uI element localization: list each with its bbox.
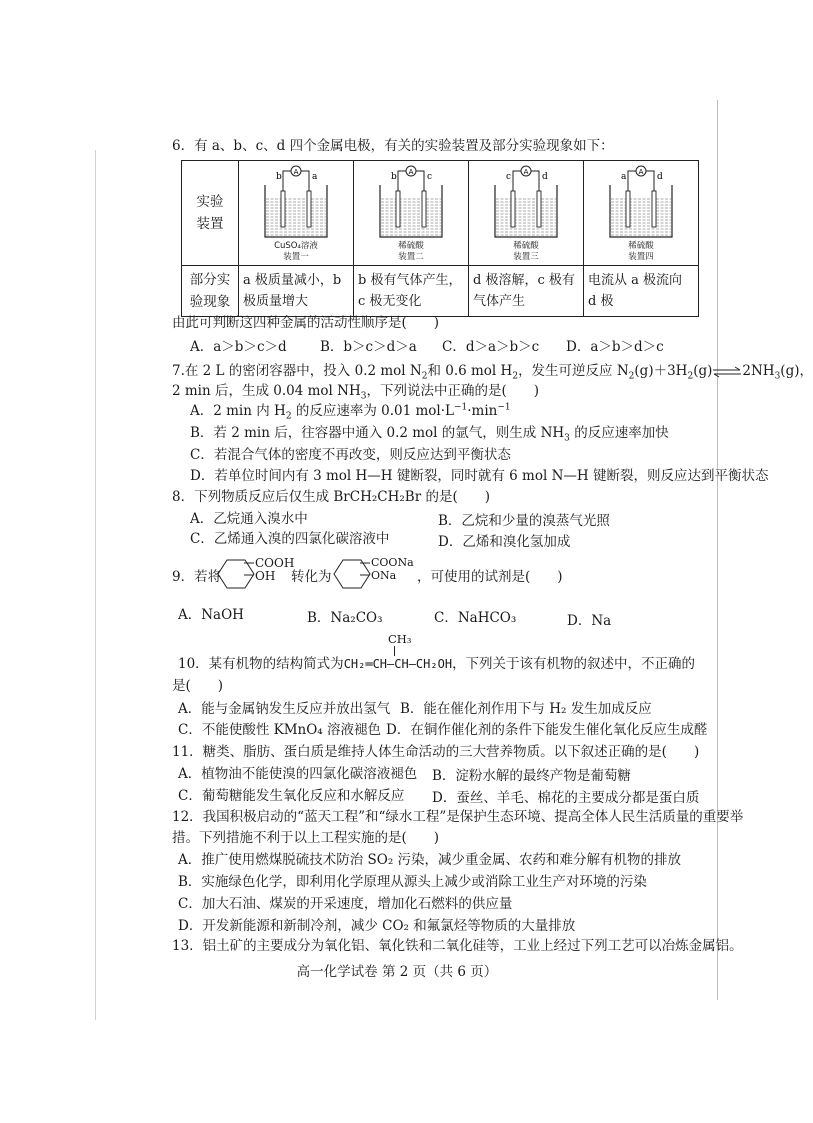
electrode-label: a — [312, 172, 318, 182]
solution-label: 稀硫酸 — [398, 241, 424, 251]
q8-option-b: B．乙烷和少量的溴蒸气光照 — [438, 513, 610, 529]
q8-option-c: C．乙烯通入溴的四氯化碳溶液中 — [190, 531, 390, 547]
electrode-rod — [307, 191, 311, 227]
q8-option-d: D．乙烯和溴化氢加成 — [438, 534, 571, 550]
q10-option-b: B．能在催化剂作用下与 H₂ 发生加成反应 — [400, 701, 652, 717]
header-text: 实验 — [196, 194, 224, 210]
q11-option-d: D．蚕丝、羊毛、棉花的主要成分都是蛋白质 — [432, 790, 700, 806]
electrode-label: c — [427, 172, 433, 182]
ammeter-label: A — [293, 168, 299, 176]
q12-option-b: B．实施绿色化学，即利用化学原理从源头上减少或消除工业生产对环境的污染 — [178, 874, 647, 890]
ammeter-label: A — [638, 168, 644, 176]
q11-option-b: B．淀粉水解的最终产物是葡萄糖 — [432, 768, 631, 784]
electrode-label: c — [506, 172, 512, 182]
observation-3: d 极溶解，c 极有气体产生 — [469, 266, 584, 317]
beaker-apparatus-icon — [469, 163, 583, 243]
q7-line1 — [172, 362, 813, 380]
text: ，下列说法中正确的是( ) — [366, 383, 540, 399]
device-2-cell — [354, 161, 469, 266]
q9-suffix: ，可使用的试剂是( ) — [417, 569, 563, 585]
observation-2: b 极有气体产生，c 极无变化 — [354, 266, 469, 317]
text: (g) — [693, 363, 713, 379]
device-label: 装置二 — [398, 252, 424, 262]
subscript: 2 — [687, 371, 694, 382]
q10-option-d: D．在铜作催化剂的条件下能发生催化氧化反应生成醛 — [386, 722, 708, 738]
q12-option-a: A．推广使用燃煤脱硫技术防治 SO₂ 污染，减少重金属、农药和难分解有机物的排放 — [178, 852, 682, 868]
ammeter-label: A — [408, 168, 414, 176]
device-label: 装置三 — [513, 252, 539, 262]
beaker-apparatus-icon — [354, 163, 468, 243]
group-coona: COONa — [371, 556, 414, 569]
q6-option-a: A．a＞b＞c＞d — [190, 339, 287, 355]
q9-option-c: C．NaHCO₃ — [434, 610, 517, 626]
subscript: 2 — [285, 411, 292, 422]
observation-1: a 极质量减小，b 极质量增大 — [239, 266, 354, 317]
q9-option-b: B．Na₂CO₃ — [307, 610, 383, 626]
subscript: 2 — [512, 371, 519, 382]
q9-option-d: D．Na — [567, 613, 612, 629]
text: ，发生可逆反应 N — [518, 363, 629, 379]
superscript: −1 — [453, 402, 468, 413]
text: 7.在 2 L 的密闭容器中，投入 0.2 mol N — [172, 363, 422, 379]
text: ·min — [467, 403, 498, 419]
subscript: 3 — [564, 433, 570, 444]
solution-label: CuSO₄溶液 — [274, 241, 318, 251]
electrode-rod — [281, 191, 285, 227]
q10-branch: CH₃ — [388, 632, 412, 646]
text: 和 0.6 mol H — [427, 363, 513, 379]
electrode-rod — [537, 191, 541, 227]
q7-option-d: D．若单位时间内有 3 mol H—H 键断裂，同时就有 6 mol N—H 键断裂，则反应达到平衡状态 — [190, 468, 769, 484]
q6-option-d: D．a＞b＞d＞c — [566, 339, 664, 355]
electrode-label: a — [621, 172, 627, 182]
table-header-observation — [182, 266, 239, 317]
text: ，下列关于该有机物的叙述中，不正确的 — [452, 656, 696, 672]
q8-stem: 8．下列物质反应后仅生成 BrCH₂CH₂Br 的是( ) — [172, 489, 490, 505]
observation-4: 电流从 a 极流向 d 极 — [584, 266, 699, 317]
device-3-cell — [469, 161, 584, 266]
beaker-apparatus-icon — [239, 163, 353, 243]
text: B．若 2 min 后，往容器中通入 0.2 mol 的氩气，则生成 NH — [190, 425, 565, 441]
electrode-rod — [422, 191, 426, 227]
device-label: 装置四 — [628, 252, 654, 262]
group-ona: ONa — [371, 569, 397, 582]
subscript: 2 — [421, 371, 428, 382]
q10-line1 — [178, 655, 695, 673]
subscript: 2 — [628, 371, 635, 382]
q12-option-d: D．开发新能源和新制冷剂，减少 CO₂ 和氟氯烃等物质的大量排放 — [178, 918, 576, 934]
electrode-rod — [396, 191, 400, 227]
page-footer: 高一化学试卷 第 2 页（共 6 页） — [296, 964, 498, 980]
electrode-label: b — [391, 172, 397, 182]
experiment-table — [181, 160, 699, 317]
q8-option-a: A．乙烷通入溴水中 — [190, 511, 308, 527]
text: 2NH — [742, 363, 775, 379]
solution-label: 稀硫酸 — [628, 241, 654, 251]
q13-stem: 13．铝土矿的主要成分为氧化铝、氧化铁和二氧化硅等，工业上经过下列工艺可以冶炼金属铝。 — [172, 938, 743, 954]
q9-mid: 转化为 — [291, 569, 332, 585]
subscript: 3 — [774, 371, 781, 382]
text: 的反应速率加快 — [569, 425, 669, 441]
page-edge-line — [95, 150, 96, 1020]
solution-label: 稀硫酸 — [513, 241, 539, 251]
q10-option-c: C．不能使酸性 KMnO₄ 溶液褪色 — [178, 722, 381, 738]
text: 10．某有机物的结构简式为 — [178, 656, 344, 672]
q12-line2: 措。下列措施不利于以上工程实施的是( ) — [172, 830, 440, 846]
table-header-apparatus — [182, 161, 239, 266]
text: (g)＋3H — [634, 363, 688, 379]
ammeter-label: A — [523, 168, 529, 176]
q7-option-a — [190, 402, 511, 420]
page-edge-line — [717, 100, 718, 1000]
q7-option-c: C．若混合气体的密度不再改变，则反应达到平衡状态 — [190, 447, 511, 463]
q12-option-c: C．加大石油、煤炭的开采速度，增加化石燃料的供应量 — [178, 896, 513, 912]
electrode-rod — [511, 191, 515, 227]
q9-option-a: A．NaOH — [178, 607, 244, 623]
electrode-rod — [626, 191, 630, 227]
device-1-cell — [239, 161, 354, 266]
q11-option-c: C．葡萄糖能发生氧化反应和水解反应 — [178, 788, 405, 804]
q7-line2 — [172, 382, 539, 400]
q6-stem: 6．有 a、b、c、d 四个金属电极，有关的实验装置及部分实验现象如下： — [172, 138, 614, 154]
q11-option-a: A．植物油不能使溴的四氯化碳溶液褪色 — [178, 766, 418, 782]
q6-question: 由此可判断这四种金属的活动性顺序是( ) — [172, 315, 440, 331]
q11-stem: 11．糖类、脂肪、蛋白质是维持人体生命活动的三大营养物质。以下叙述正确的是( ) — [172, 744, 700, 760]
q12-line1: 12．我国积极启动的“蓝天工程”和“绿水工程”是保护生态环境、提高全体人民生活质量的重要举 — [172, 809, 744, 825]
header-text: 装置 — [196, 216, 224, 232]
group-cooh: COOH — [255, 556, 295, 570]
q9-prefix: 9．若将 — [172, 569, 222, 585]
text: (g)， — [780, 363, 813, 379]
q6-option-c: C．d＞a＞b＞c — [442, 339, 540, 355]
header-text: 部分实 — [189, 272, 231, 288]
q10-line2: 是( ) — [172, 678, 224, 694]
beaker-apparatus-icon — [584, 163, 698, 243]
structural-formula: CH₂═CH—CH—CH₂OH — [343, 657, 453, 671]
q6-option-b: B．b＞c＞d＞a — [320, 339, 417, 355]
electrode-rod — [652, 191, 656, 227]
superscript: −1 — [497, 402, 511, 413]
header-text: 验现象 — [189, 294, 231, 310]
electrode-label: d — [657, 172, 663, 182]
device-label: 装置一 — [283, 252, 309, 262]
q7-option-b — [190, 424, 669, 442]
device-4-cell — [584, 161, 699, 266]
q10-option-a: A．能与金属钠发生反应并放出氢气 — [178, 701, 391, 717]
text: A．2 min 内 H — [190, 403, 286, 419]
electrode-label: d — [542, 172, 548, 182]
text: 2 min 后，生成 0.04 mol NH — [172, 383, 361, 399]
subscript: 3 — [360, 391, 367, 402]
text: 的反应速率为 0.01 mol·L — [291, 403, 454, 419]
electrode-label: b — [276, 172, 282, 182]
group-oh: OH — [255, 569, 276, 583]
reversible-arrow-icon — [712, 367, 742, 377]
